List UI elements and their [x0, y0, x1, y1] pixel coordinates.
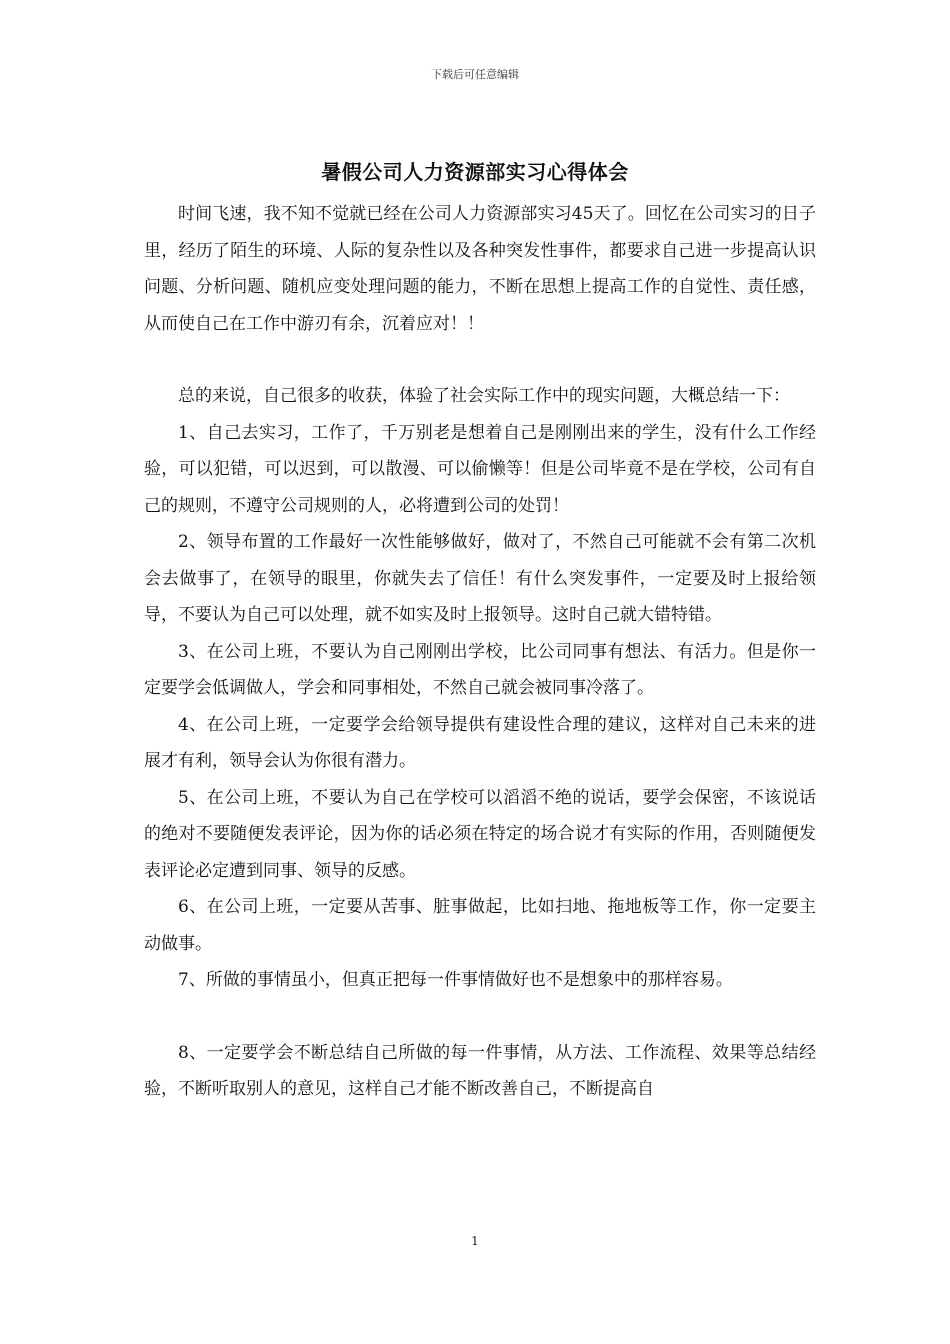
paragraph-point-8: 8、一定要学会不断总结自己所做的每一件事情，从方法、工作流程、效果等总结经验，不断听取别人的意见，这样自己才能不断改善自己，不断提高自: [144, 1042, 816, 1099]
paragraph-point-4: 4、在公司上班，一定要学会给领导提供有建设性合理的建议，这样对自己未来的进展才有利，领导会认为你很有潜力。: [144, 714, 816, 771]
document-body: [144, 196, 816, 1108]
paragraph-point-6: 6、在公司上班，一定要从苦事、脏事做起，比如扫地、拖地板等工作，你一定要主动做事。: [144, 897, 816, 954]
paragraph-summary: 总的来说，自己很多的收获，体验了社会实际工作中的现实问题，大概总结一下：: [178, 386, 790, 406]
paragraph-point-3: 3、在公司上班，不要认为自己刚刚出学校，比公司同事有想法、有活力。但是你一定要学会低调做人，学会和同事相处，不然自己就会被同事冷落了。: [144, 641, 816, 698]
paragraph-point-7: 7、所做的事情虽小，但真正把每一件事情做好也不是想象中的那样容易。: [178, 970, 733, 990]
paragraph-point-5: 5、在公司上班，不要认为自己在学校可以滔滔不绝的说话，要学会保密，不该说话的绝对不要随便发表评论，因为你的话必须在特定的场合说才有实际的作用，否则随便发表评论必定遭到同事、领导的反感。: [144, 787, 816, 881]
document-title: 暑假公司人力资源部实习心得体会: [321, 160, 629, 184]
page-number: 1: [471, 1234, 479, 1248]
paragraph-point-2: 2、领导布置的工作最好一次性能够做好，做对了，不然自己可能就不会有第二次机会去做事了，在领导的眼里，你就失去了信任！有什么突发事件，一定要及时上报给领导，不要认为自己可以处理，就不如实及时上报领导。这时自己就大错特错。: [144, 532, 816, 625]
paragraph-intro: 时间飞速，我不知不觉就已经在公司人力资源部实习45天了。回忆在公司实习的日子里，经历了陌生的环境、人际的复杂性以及各种突发性事件，都要求自己进一步提高认识问题、分析问题、随机应变处理问题的能力，不断在思想上提高工作的自觉性、责任感，从而使自己在工作中游刃有余，沉着应对！！: [144, 204, 816, 334]
header-note: 下载后可任意编辑: [431, 68, 519, 81]
paragraph-point-1: 1、自己去实习，工作了，千万别老是想着自己是刚刚出来的学生，没有什么工作经验，可以犯错，可以迟到，可以散漫、可以偷懒等！但是公司毕竟不是在学校，公司有自己的规则，不遵守公司规则的人，必将遭到公司的处罚！: [144, 422, 816, 516]
